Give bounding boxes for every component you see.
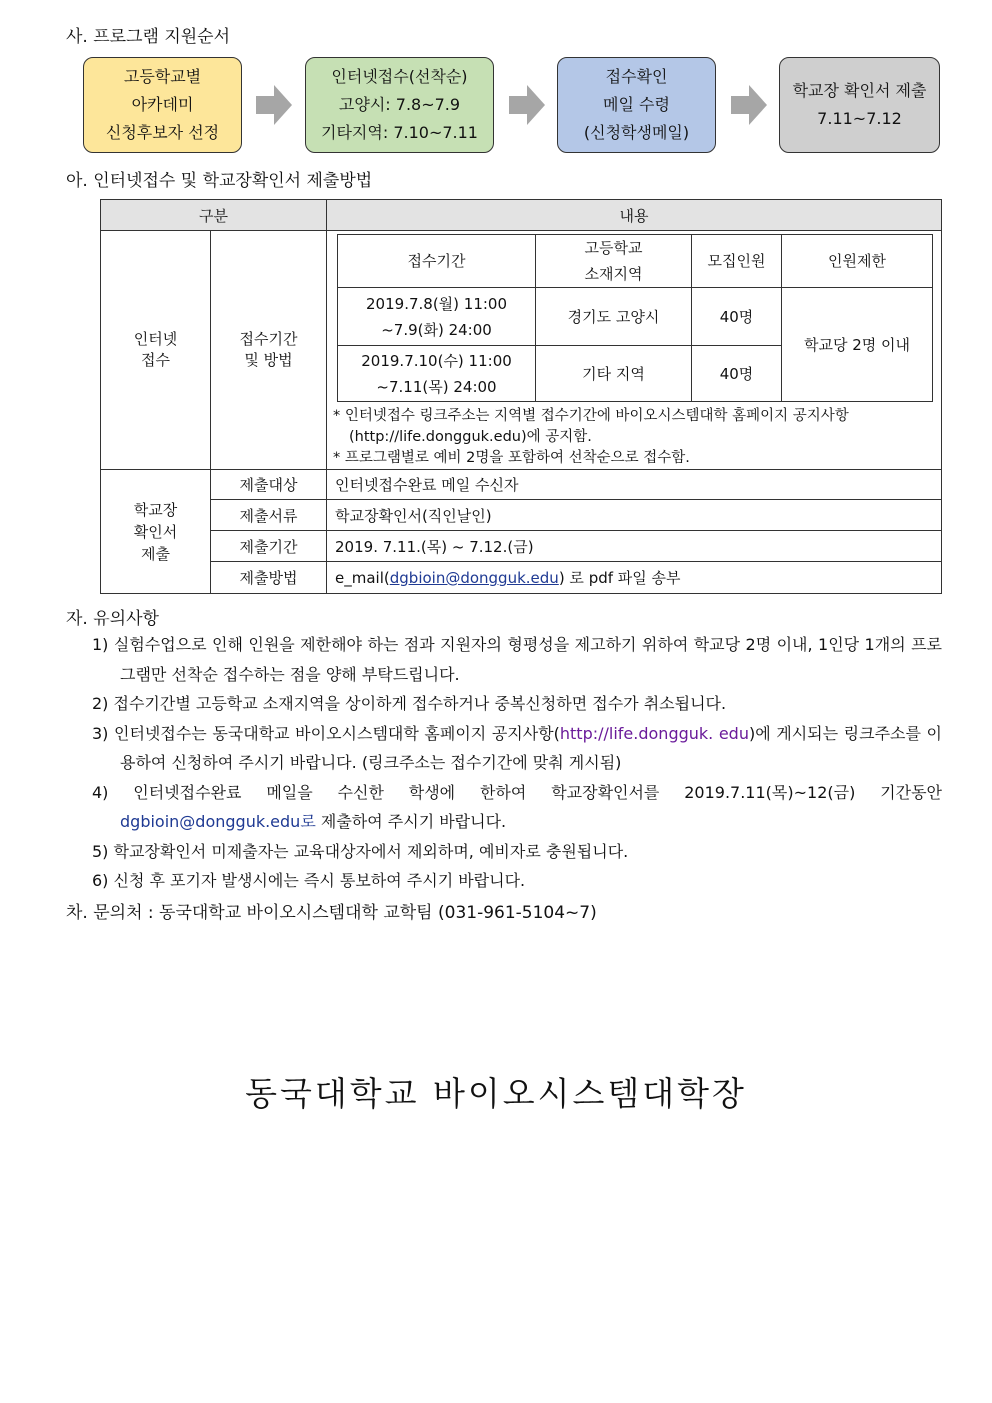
schedule-row-1-count: 40명 (692, 288, 782, 346)
schedule-table (337, 234, 933, 402)
schedule-header-count: 모집인원 (692, 235, 782, 288)
flow-step-3-line-3: (신청학생메일) (583, 123, 690, 142)
section-heading-ja: 자. 유의사항 (66, 609, 159, 629)
flow-step-4-line-2: 7.11~7.12 (817, 109, 902, 128)
internet-note-1: * 인터넷접수 링크주소는 지역별 접수기간에 바이오시스템대학 홈페이지 공지사항(http://life.dongguk.edu)에 공지함. (333, 408, 849, 445)
table-header-category: 구분 (101, 200, 327, 231)
flow-step-4 (779, 57, 940, 153)
notice-item-5: 5) 학교장확인서 미제출자는 교육대상자에서 제외하며, 예비자로 충원됩니다. (92, 841, 629, 861)
table-header-content: 내용 (327, 200, 942, 231)
schedule-row-1-region: 경기도 고양시 (536, 288, 692, 346)
arrow-right-icon (731, 85, 767, 125)
arrow-right-icon (509, 85, 545, 125)
schedule-row-1-period: 2019.7.8(월) 11:00 ~7.9(화) 24:00 (338, 288, 536, 346)
schedule-limit: 학교당 2명 이내 (782, 288, 933, 402)
flow-step-2-line-1: 인터넷접수(선착순) (331, 67, 468, 86)
internet-notes (327, 406, 941, 469)
notice-item-4-post: 제출하여 주시기 바랍니다. (315, 812, 507, 831)
flow-step-3 (557, 57, 716, 153)
contact-line: 차. 문의처 : 동국대학교 바이오시스템대학 교학팀 (031-961-5104~7) (66, 903, 597, 923)
notice-item-3-post: )에 게시되는 링크주소를 이용하여 신청하여 주시기 바랍니다. (링크주소는 접수기간에 맞춰 게시됨) (120, 723, 942, 772)
flow-step-3-line-2: 메일 수령 (603, 95, 670, 114)
notice-item-4 (92, 778, 942, 837)
method-suffix: ) 로 pdf 파일 송부 (558, 569, 681, 587)
section-heading-a: 아. 인터넷접수 및 학교장확인서 제출방법 (66, 171, 373, 191)
flow-step-1 (83, 57, 242, 153)
email-link[interactable]: dgbioin@dongguk.edu (389, 569, 559, 587)
period-method-label: 접수기간 및 방법 (211, 231, 327, 470)
flow-step-2-line-2: 고양시: 7.8~7.9 (338, 95, 461, 114)
school-row-1-value: 인터넷접수완료 메일 수신자 (327, 470, 942, 500)
school-row-2-label: 제출서류 (211, 500, 327, 531)
footer-title: 동국대학교 바이오시스템대학장 (245, 1074, 747, 1113)
internet-content (327, 231, 942, 470)
internet-note-2: * 프로그램별로 예비 2명을 포함하여 선착순으로 접수함. (333, 450, 690, 466)
school-row-4-value (327, 562, 942, 594)
schedule-header-region: 고등학교 소재지역 (536, 235, 692, 288)
notice-item-3 (92, 719, 942, 778)
school-row-3-label: 제출기간 (211, 531, 327, 562)
notice-item-1: 1) 실험수업으로 인해 인원을 제한해야 하는 점과 지원자의 형평성을 제고하기 위하여 학교당 2명 이내, 1인당 1개의 프로그램만 선착순 접수하는 점을 양해 부탁드립니다. (92, 635, 942, 684)
flow-step-1-line-3: 신청후보자 선정 (105, 123, 220, 142)
notice-item-6: 6) 신청 후 포기자 발생시에는 즉시 통보하여 주시기 바랍니다. (92, 871, 526, 890)
notice-item-4-pre: 4) 인터넷접수완료 메일을 수신한 학생에 한하여 학교장확인서를 2019.7.11(목)~12(금) 기간동안 (92, 782, 942, 802)
schedule-header-limit: 인원제한 (782, 235, 933, 288)
school-row-2-value: 학교장확인서(직인날인) (327, 500, 942, 531)
internet-label: 인터넷 접수 (101, 231, 211, 470)
email-link[interactable]: dgbioin@dongguk.edu로 (120, 812, 316, 831)
notice-list (92, 630, 942, 896)
submission-table (100, 199, 942, 594)
school-row-4-label: 제출방법 (211, 562, 327, 594)
section-heading-sa: 사. 프로그램 지원순서 (66, 27, 231, 47)
schedule-row-2-region: 기타 지역 (536, 346, 692, 402)
homepage-link[interactable]: http://life.dongguk. edu (559, 723, 749, 743)
notice-item-3-pre: 3) 인터넷접수는 동국대학교 바이오시스템대학 홈페이지 공지사항( (92, 723, 560, 743)
arrow-right-icon (256, 85, 292, 125)
method-prefix: e_mail( (335, 569, 390, 587)
school-confirm-label: 학교장 확인서 제출 (101, 470, 211, 594)
flow-step-1-line-1: 고등학교별 (123, 67, 202, 86)
flow-step-2-line-3: 기타지역: 7.10~7.11 (321, 123, 478, 142)
schedule-row-2-count: 40명 (692, 346, 782, 402)
flow-step-1-line-2: 아카데미 (131, 95, 194, 114)
school-row-1-label: 제출대상 (211, 470, 327, 500)
schedule-header-period: 접수기간 (338, 235, 536, 288)
school-row-3-value: 2019. 7.11.(목) ~ 7.12.(금) (327, 531, 942, 562)
schedule-row-2-period: 2019.7.10(수) 11:00 ~7.11(목) 24:00 (338, 346, 536, 402)
flow-step-3-line-1: 접수확인 (605, 67, 668, 86)
notice-item-2: 2) 접수기간별 고등학교 소재지역을 상이하게 접수하거나 중복신청하면 접수가 취소됩니다. (92, 694, 727, 713)
flow-step-2 (305, 57, 494, 153)
flow-step-4-line-1: 학교장 확인서 제출 (792, 81, 927, 100)
